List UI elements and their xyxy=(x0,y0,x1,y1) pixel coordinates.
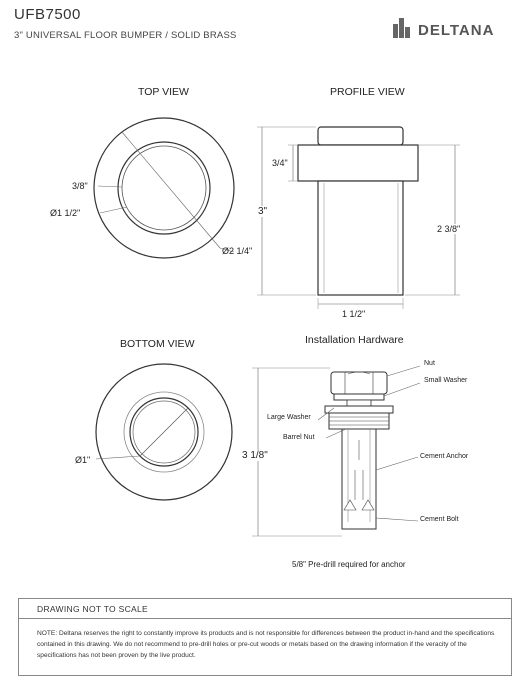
top-view-dim-1-1-2: Ø1 1/2" xyxy=(50,208,81,218)
profile-dim-3: 3" xyxy=(258,206,268,217)
top-view-dim-3-8: 3/8" xyxy=(72,181,88,191)
profile-dim-2-3-8: 2 3/8" xyxy=(437,224,461,234)
bottom-view-dim-1: Ø1" xyxy=(75,455,91,465)
bottom-view-title: BOTTOM VIEW xyxy=(120,338,195,350)
predrill-note: 5/8" Pre-drill required for anchor xyxy=(292,560,406,569)
label-barrel-nut: Barrel Nut xyxy=(283,434,315,441)
installation-title: Installation Hardware xyxy=(305,334,404,346)
label-cement-bolt: Cement Bolt xyxy=(420,516,459,523)
profile-view-title: PROFILE VIEW xyxy=(330,86,405,98)
deltana-logo-text: DELTANA xyxy=(418,22,495,39)
model-number: UFB7500 xyxy=(14,6,81,23)
profile-dim-3-4: 3/4" xyxy=(272,158,288,168)
install-dim-3-1-8: 3 1/8" xyxy=(242,450,268,461)
drawing-scale-notice: DRAWING NOT TO SCALE xyxy=(37,604,149,614)
top-view-title: TOP VIEW xyxy=(138,86,189,98)
product-subtitle: 3" UNIVERSAL FLOOR BUMPER / SOLID BRASS xyxy=(14,30,237,41)
label-nut: Nut xyxy=(424,360,435,367)
label-cement-anchor: Cement Anchor xyxy=(420,453,469,460)
installation-drawing xyxy=(230,350,530,550)
profile-view-drawing xyxy=(0,0,530,330)
label-large-washer: Large Washer xyxy=(267,414,311,421)
label-small-washer: Small Washer xyxy=(424,377,468,384)
profile-dim-1-1-2: 1 1/2" xyxy=(342,309,366,319)
disclaimer-text: NOTE: Deltana reserves the right to constantly improve its products and is not responsible for differences between the product in-hand and the specifications contained in this drawing. We do not recommend to pre-drill holes or pre-cut woods or metals based on the drawing information if the veracity of the specifications has not been proven by the live product. xyxy=(37,630,495,659)
top-view-dim-2-1-4: Ø2 1/4" xyxy=(222,246,253,256)
